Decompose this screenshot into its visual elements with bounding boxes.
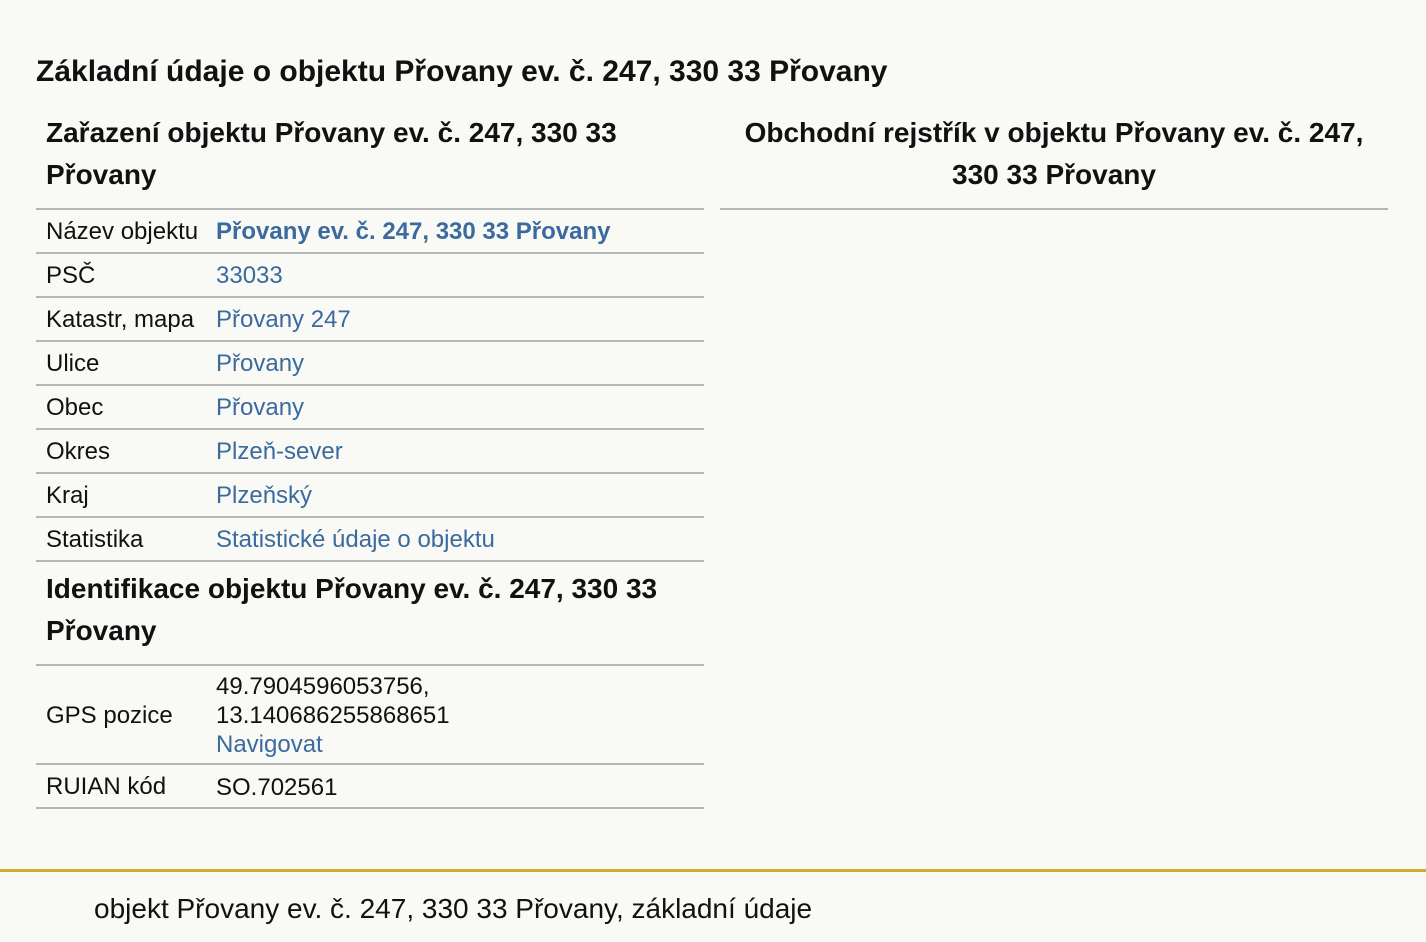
- table-row: [36, 517, 704, 561]
- gps-latitude: 49.7904596053756,: [216, 673, 430, 700]
- row-value: [216, 385, 704, 429]
- ruian-label: RUIAN kód: [36, 764, 216, 808]
- row-label: PSČ: [36, 253, 216, 297]
- business-register-section: [720, 112, 1388, 210]
- classification-heading: Zařazení objektu Přovany ev. č. 247, 330 33 Přovany: [36, 112, 704, 210]
- table-row: [36, 764, 704, 808]
- municipality-link[interactable]: Přovany: [216, 394, 305, 421]
- page-title: Základní údaje o objektu Přovany ev. č. 247, 330 33 Přovany: [36, 55, 888, 88]
- row-label: Statistika: [36, 517, 216, 561]
- identification-table: [36, 666, 704, 809]
- table-row: [36, 429, 704, 473]
- row-label: Obec: [36, 385, 216, 429]
- table-row: [36, 666, 704, 764]
- row-value: [216, 473, 704, 517]
- row-value: [216, 210, 704, 253]
- row-value: [216, 341, 704, 385]
- row-value: [216, 297, 704, 341]
- gps-value: [216, 666, 704, 764]
- table-row: [36, 341, 704, 385]
- table-row: [36, 297, 704, 341]
- footer-text: objekt Přovany ev. č. 247, 330 33 Přovany, základní údaje: [94, 893, 813, 924]
- classification-table: [36, 210, 704, 562]
- identification-heading: Identifikace objektu Přovany ev. č. 247, 330 33 Přovany: [36, 562, 704, 666]
- ruian-value: SO.702561: [216, 764, 704, 808]
- row-label: Katastr, mapa: [36, 297, 216, 341]
- district-link[interactable]: Plzeň-sever: [216, 438, 343, 465]
- row-label: Okres: [36, 429, 216, 473]
- region-link[interactable]: Plzeňský: [216, 482, 313, 509]
- cadastre-map-link[interactable]: Přovany 247: [216, 306, 351, 333]
- row-value: [216, 429, 704, 473]
- row-label: Název objektu: [36, 210, 216, 253]
- business-register-heading: Obchodní rejstřík v objektu Přovany ev. č. 247, 330 33 Přovany: [720, 112, 1388, 210]
- statistics-link[interactable]: Statistické údaje o objektu: [216, 526, 495, 553]
- gps-longitude: 13.140686255868651: [216, 702, 450, 729]
- row-value: [216, 517, 704, 561]
- row-label: Ulice: [36, 341, 216, 385]
- row-label: Kraj: [36, 473, 216, 517]
- classification-section: [36, 112, 704, 809]
- table-row: [36, 210, 704, 253]
- table-row: [36, 473, 704, 517]
- object-name-link[interactable]: Přovany ev. č. 247, 330 33 Přovany: [216, 218, 611, 245]
- postal-code-link[interactable]: 33033: [216, 262, 283, 289]
- table-row: [36, 253, 704, 297]
- footer-divider: [0, 869, 1426, 872]
- street-link[interactable]: Přovany: [216, 350, 305, 377]
- gps-label: GPS pozice: [36, 666, 216, 764]
- table-row: [36, 385, 704, 429]
- navigate-link[interactable]: Navigovat: [216, 731, 323, 758]
- row-value: [216, 253, 704, 297]
